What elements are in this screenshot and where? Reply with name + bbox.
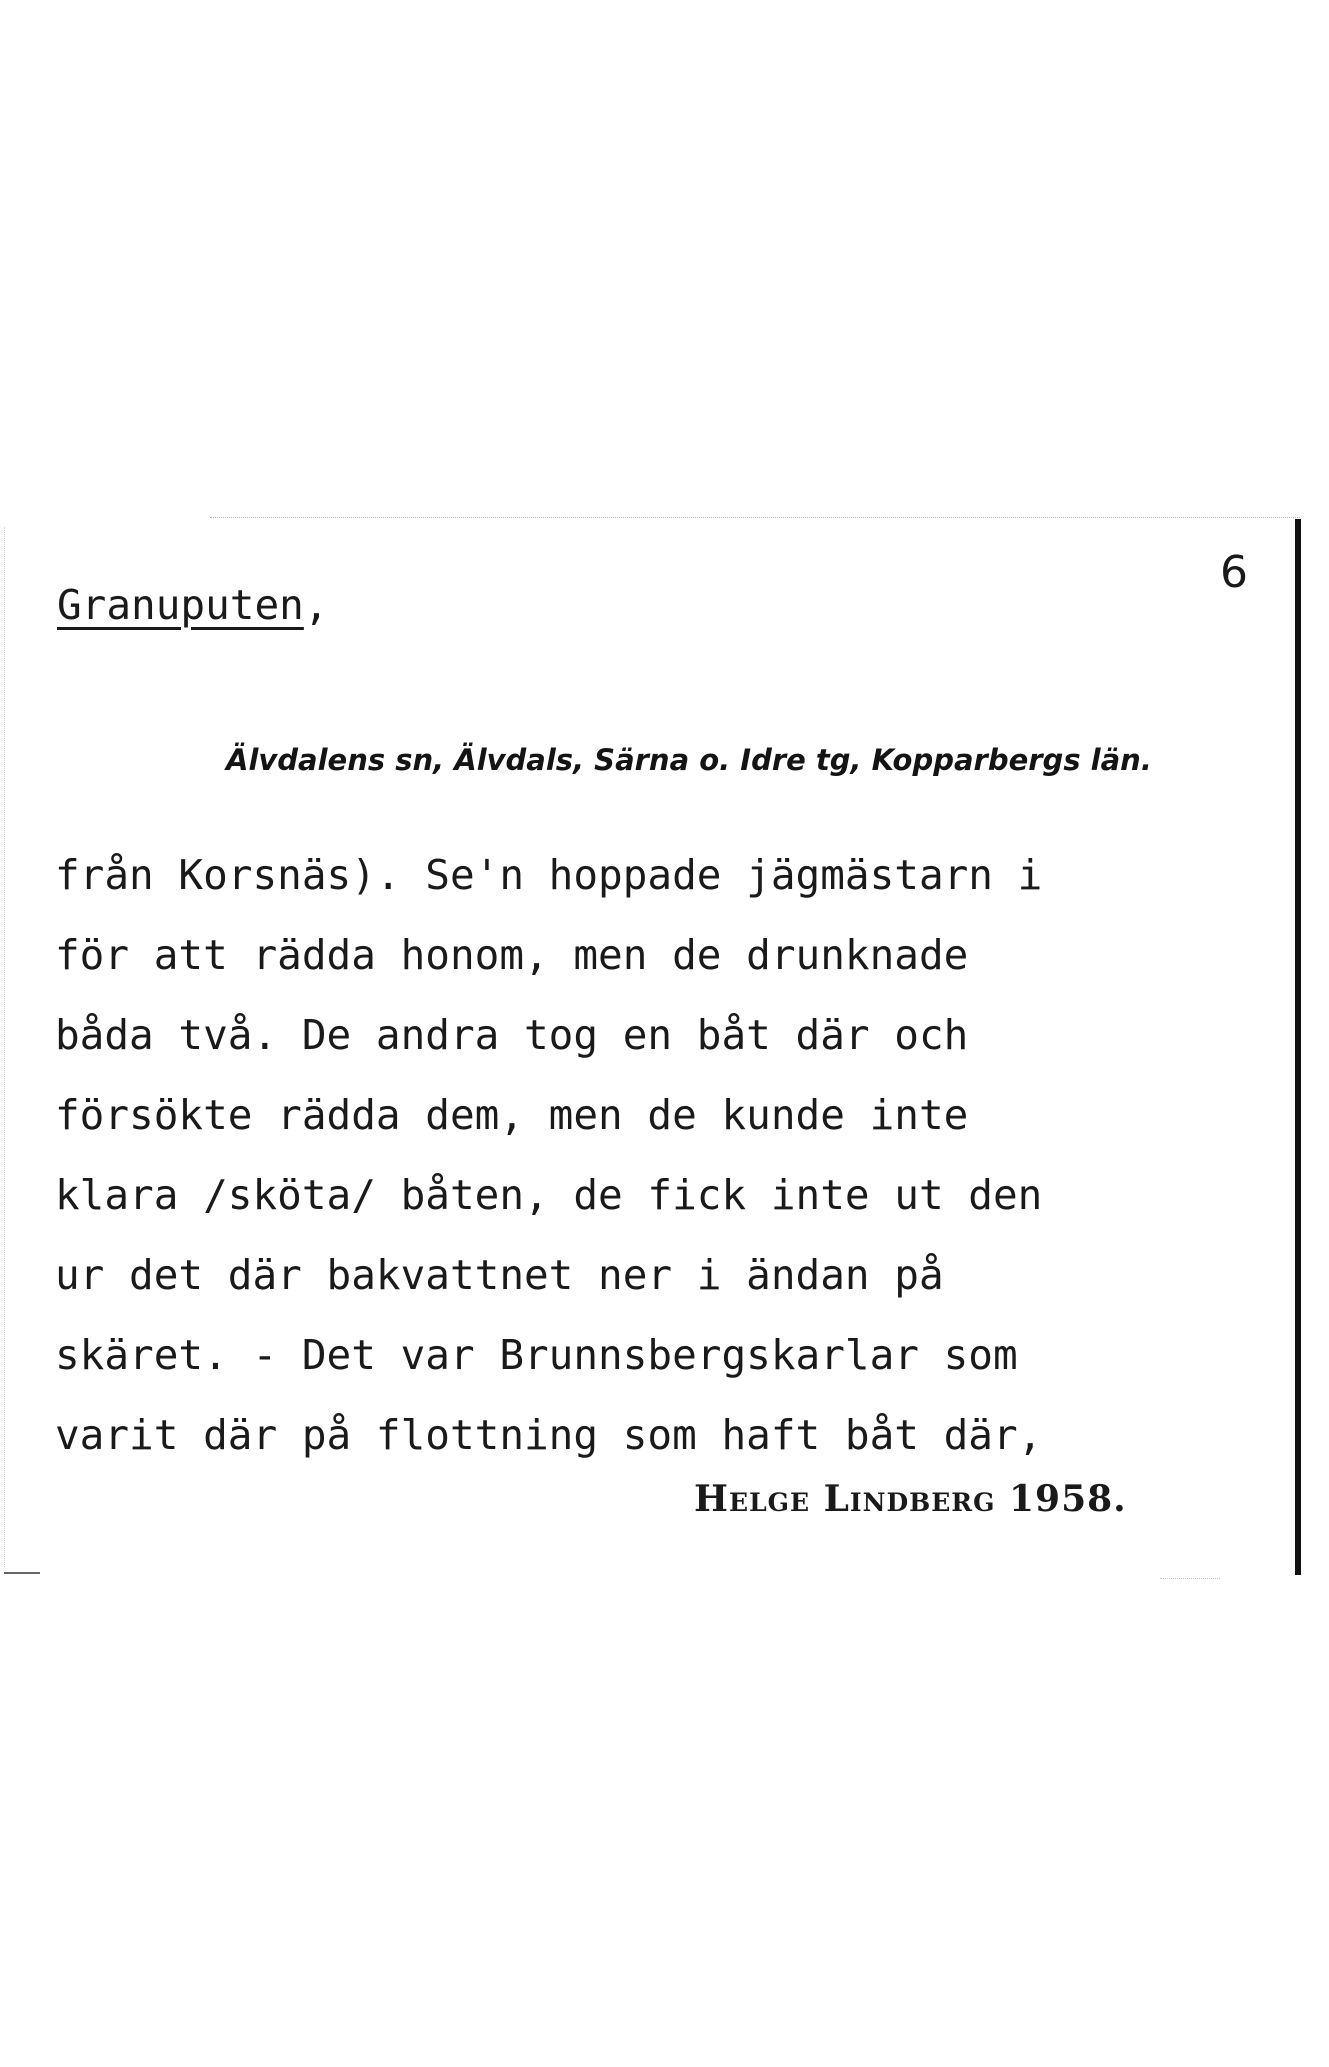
signature: Helge Lindberg 1958.: [694, 1478, 1127, 1520]
body-line: ur det där bakvattnet ner i ändan på: [55, 1251, 944, 1299]
locality-line: Älvdalens sn, Älvdals, Särna o. Idre tg, Kopparbergs län.: [226, 743, 1152, 777]
body-line: skäret. - Det var Brunnsbergskarlar som: [55, 1331, 1018, 1379]
body-line: klara /sköta/ båten, de fick inte ut den: [55, 1171, 1043, 1219]
record-title-punct: ,: [303, 581, 329, 629]
body-line: försökte rädda dem, men de kunde inte: [55, 1091, 969, 1139]
card-bottom-mark: [4, 1572, 40, 1574]
archive-card: [0, 517, 1305, 1577]
card-top-edge: [210, 517, 1300, 518]
card-right-edge: [1295, 519, 1301, 1575]
body-line: båda två. De andra tog en båt där och: [55, 1011, 969, 1059]
page-number: 6: [1220, 547, 1248, 598]
record-title: [57, 581, 329, 629]
card-left-edge: [4, 527, 5, 1567]
body-line: varit där på flottning som haft båt där,: [55, 1411, 1043, 1459]
body-text: [55, 835, 1295, 1475]
card-bottom-edge: [1160, 1578, 1220, 1579]
record-title-text: Granuputen: [57, 581, 304, 629]
body-line: för att rädda honom, men de drunknade: [55, 931, 969, 979]
body-line: från Korsnäs). Se'n hoppade jägmästarn i: [55, 851, 1043, 899]
